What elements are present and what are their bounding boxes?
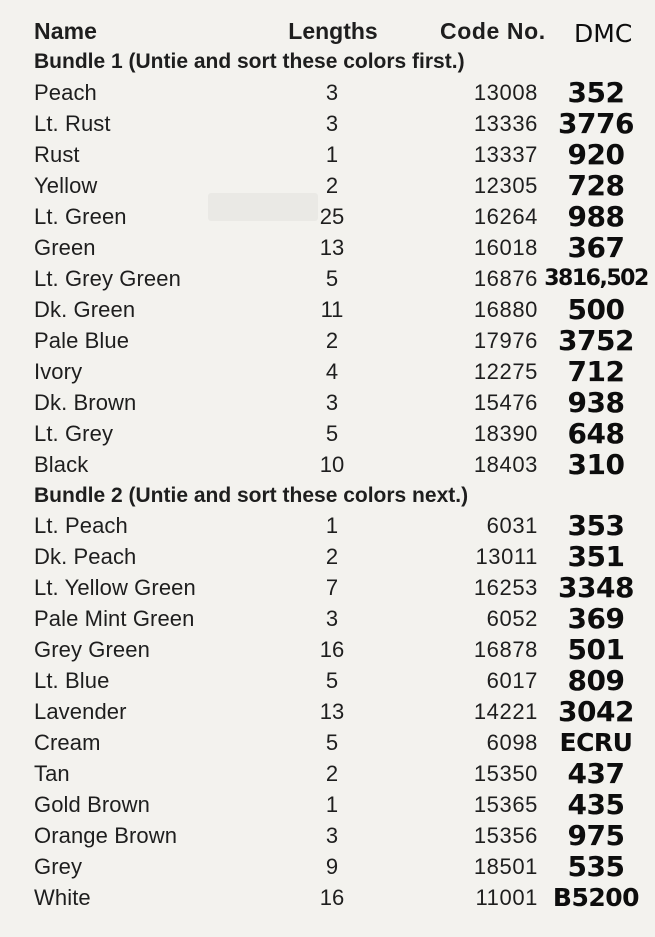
lengths-value: 9 <box>325 854 339 879</box>
color-name: Cream <box>34 730 101 755</box>
color-name: Ivory <box>34 359 83 384</box>
dmc-handwritten: B5200 <box>552 883 640 912</box>
code-value: 16876 <box>473 266 538 291</box>
code-value: 13011 <box>475 544 538 569</box>
lengths-value: 2 <box>325 761 339 786</box>
dmc-handwritten: 3348 <box>558 571 634 604</box>
table-row <box>0 820 655 851</box>
table-row <box>0 727 655 758</box>
color-name: Orange Brown <box>34 823 178 848</box>
dmc-handwritten: 310 <box>567 448 625 481</box>
lengths-value: 11 <box>320 297 344 322</box>
lengths-value: 10 <box>319 452 345 477</box>
code-value: 12305 <box>473 173 538 198</box>
code-value: 13008 <box>473 80 538 105</box>
code-value: 15350 <box>473 761 538 786</box>
header-name: Name <box>34 18 98 44</box>
code-value: 11001 <box>475 885 538 910</box>
table-row <box>0 232 655 263</box>
dmc-handwritten: 369 <box>567 602 625 635</box>
bundle-1-title <box>0 46 655 77</box>
code-value: 16880 <box>473 297 538 322</box>
code-value: 6052 <box>486 606 538 631</box>
color-name: Grey <box>34 854 83 879</box>
lengths-value: 5 <box>325 668 339 693</box>
lengths-value: 5 <box>325 421 339 446</box>
table-row <box>0 139 655 170</box>
table-row <box>0 851 655 882</box>
dmc-handwritten: 501 <box>567 633 625 666</box>
color-name: Grey Green <box>34 637 150 662</box>
lengths-value: 2 <box>325 173 339 198</box>
code-value: 16878 <box>473 637 538 662</box>
code-value: 15365 <box>473 792 538 817</box>
dmc-handwritten: 975 <box>567 819 625 852</box>
dmc-handwritten: 728 <box>567 169 625 202</box>
dmc-handwritten: 367 <box>567 231 625 264</box>
lengths-value: 1 <box>325 792 339 817</box>
color-name: Green <box>34 235 96 260</box>
lengths-value: 5 <box>325 730 339 755</box>
dmc-handwritten: 648 <box>567 417 625 450</box>
code-value: 16018 <box>473 235 538 260</box>
code-value: 13336 <box>473 111 538 136</box>
table-row <box>0 387 655 418</box>
color-name: Dk. Brown <box>34 390 137 415</box>
dmc-handwritten: 353 <box>567 509 625 542</box>
color-name: Dk. Peach <box>34 544 137 569</box>
color-name: Gold Brown <box>34 792 150 817</box>
table-row <box>0 449 655 480</box>
code-value: 15476 <box>473 390 538 415</box>
dmc-handwritten: ECRU <box>559 728 633 757</box>
lengths-value: 16 <box>319 637 345 662</box>
dmc-handwritten: 3776 <box>558 107 634 140</box>
table-row <box>0 170 655 201</box>
dmc-handwritten: 3752 <box>558 324 634 357</box>
table-row <box>0 77 655 108</box>
table-row <box>0 201 655 232</box>
header-lengths: Lengths <box>288 18 378 44</box>
color-name: Pale Blue <box>34 328 130 353</box>
dmc-handwritten: 535 <box>567 850 625 883</box>
code-value: 18501 <box>473 854 538 879</box>
table-row <box>0 634 655 665</box>
dmc-handwritten: 3042 <box>558 695 634 728</box>
lengths-value: 13 <box>319 235 345 260</box>
code-value: 6017 <box>486 668 538 693</box>
lengths-value: 25 <box>319 204 345 229</box>
table-row <box>0 356 655 387</box>
lengths-value: 1 <box>325 142 339 167</box>
code-value: 12275 <box>473 359 538 384</box>
color-name: Lt. Peach <box>34 513 128 538</box>
table-row <box>0 418 655 449</box>
color-name: Peach <box>34 80 97 105</box>
lengths-value: 7 <box>325 575 339 600</box>
dmc-handwritten: 988 <box>567 200 625 233</box>
color-name: Rust <box>34 142 80 167</box>
lengths-value: 5 <box>325 266 339 291</box>
lengths-value: 3 <box>325 80 339 105</box>
lengths-value: 2 <box>325 328 339 353</box>
code-value: 6098 <box>486 730 538 755</box>
dmc-handwritten: 352 <box>567 76 625 109</box>
dmc-handwritten: 3816,502 <box>544 266 648 291</box>
bundle-title: Bundle 2 (Untie and sort these colors next.) <box>34 484 469 507</box>
color-name: Lavender <box>34 699 127 724</box>
color-name: Yellow <box>34 173 98 198</box>
bundle-title: Bundle 1 (Untie and sort these colors first.) <box>34 50 465 73</box>
color-name: Black <box>34 452 89 477</box>
table-row <box>0 882 655 913</box>
color-name: White <box>34 885 91 910</box>
lengths-value: 3 <box>325 111 339 136</box>
lengths-value: 16 <box>319 885 345 910</box>
table-row <box>0 325 655 356</box>
color-name: Pale Mint Green <box>34 606 195 631</box>
header-dmc: DMC <box>574 19 633 48</box>
table-row <box>0 758 655 789</box>
code-value: 14221 <box>473 699 538 724</box>
code-value: 18390 <box>473 421 538 446</box>
dmc-handwritten: 435 <box>567 788 625 821</box>
color-name: Tan <box>34 761 70 786</box>
color-name: Lt. Rust <box>34 111 111 136</box>
lengths-value: 3 <box>325 823 339 848</box>
table-row <box>0 541 655 572</box>
color-name: Lt. Blue <box>34 668 110 693</box>
table-row <box>0 263 655 294</box>
color-name: Dk. Green <box>34 297 136 322</box>
dmc-handwritten: 500 <box>567 293 625 326</box>
code-value: 16264 <box>473 204 538 229</box>
table-row <box>0 294 655 325</box>
table-row <box>0 572 655 603</box>
code-value: 13337 <box>473 142 538 167</box>
table-row <box>0 665 655 696</box>
table-row <box>0 510 655 541</box>
dmc-handwritten: 437 <box>567 757 625 790</box>
color-name: Lt. Grey <box>34 421 114 446</box>
dmc-handwritten: 351 <box>567 540 625 573</box>
code-value: 16253 <box>473 575 538 600</box>
dmc-handwritten: 712 <box>567 355 625 388</box>
table-row <box>0 108 655 139</box>
color-name: Lt. Yellow Green <box>34 575 196 600</box>
lengths-value: 2 <box>325 544 339 569</box>
code-value: 18403 <box>473 452 538 477</box>
lengths-value: 1 <box>325 513 339 538</box>
table-row <box>0 696 655 727</box>
lengths-value: 3 <box>325 390 339 415</box>
table-header <box>0 16 655 47</box>
lengths-value: 4 <box>325 359 339 384</box>
color-name: Lt. Grey Green <box>34 266 181 291</box>
code-value: 15356 <box>473 823 538 848</box>
dmc-handwritten: 809 <box>567 664 625 697</box>
lengths-value: 3 <box>325 606 339 631</box>
code-value: 6031 <box>486 513 538 538</box>
bundle-2-title <box>0 480 655 511</box>
dmc-handwritten: 938 <box>567 386 625 419</box>
table-row <box>0 789 655 820</box>
code-value: 17976 <box>473 328 538 353</box>
table-row <box>0 603 655 634</box>
lengths-value: 13 <box>319 699 345 724</box>
header-code: Code No. <box>440 18 546 44</box>
dmc-handwritten: 920 <box>567 138 625 171</box>
color-name: Lt. Green <box>34 204 127 229</box>
